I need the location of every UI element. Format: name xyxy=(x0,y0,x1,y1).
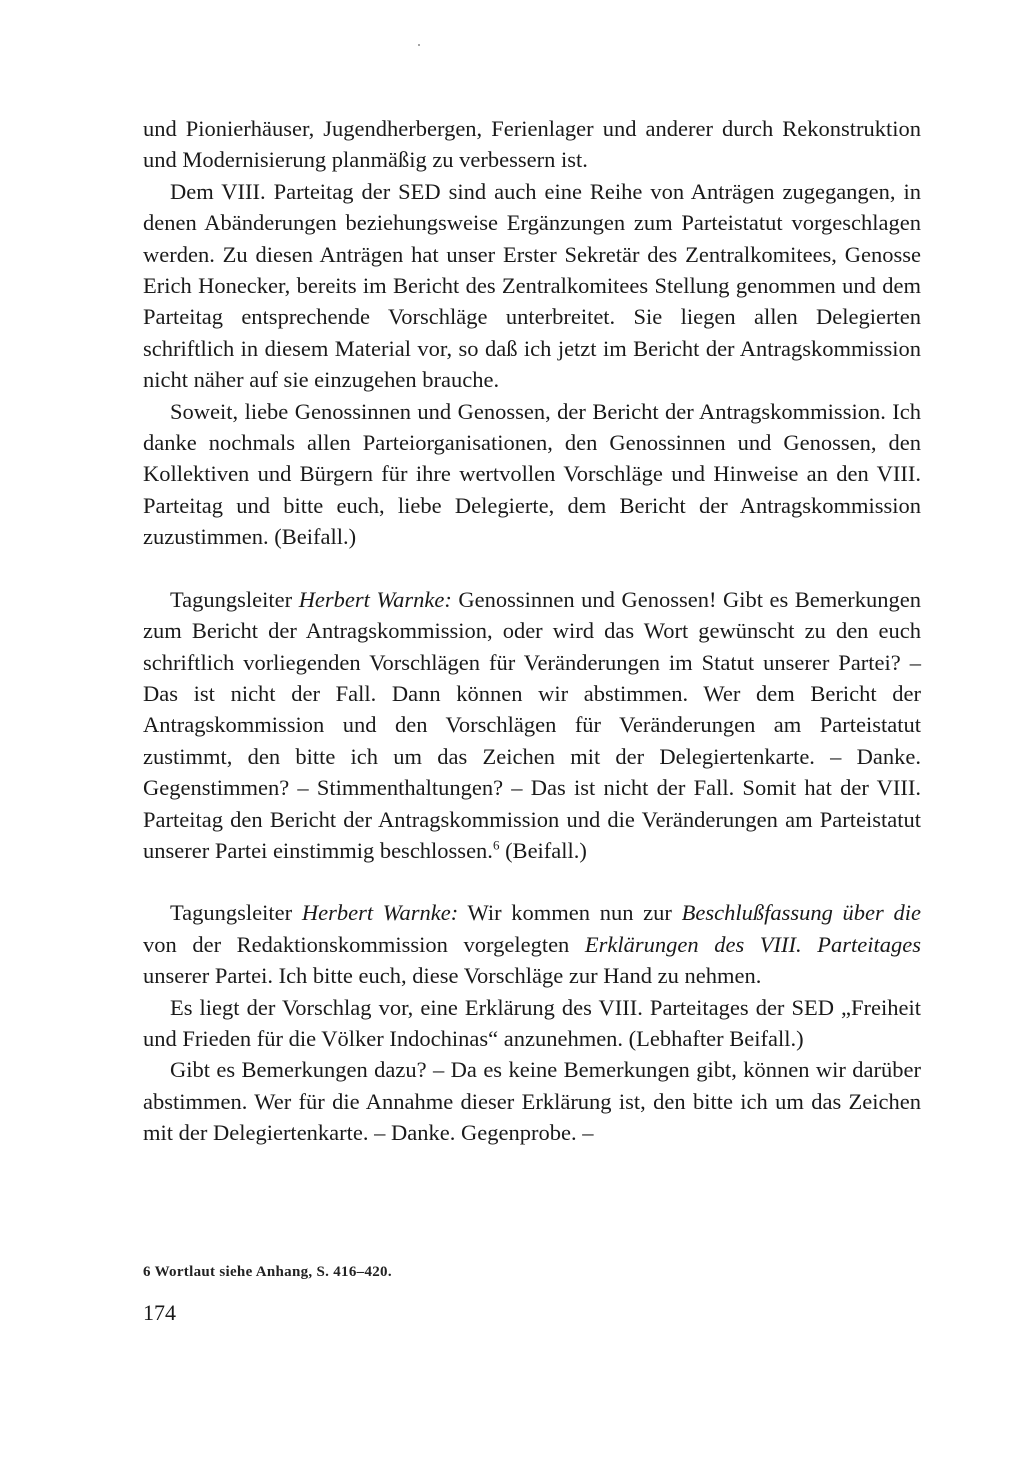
paragraph xyxy=(143,113,921,176)
scan-speck xyxy=(418,44,420,46)
emphasis-text: Erklärungen des VIII. Parteitages xyxy=(584,931,921,957)
page-number: 174 xyxy=(143,1300,176,1325)
body-text xyxy=(143,113,921,1149)
paragraph xyxy=(143,584,921,867)
paragraph-text: Tagungsleiter xyxy=(170,900,302,926)
paragraph-text: (Beifall.) xyxy=(499,837,587,863)
paragraph-text: Tagungsleiter xyxy=(170,586,299,612)
paragraph-text: Genossinnen und Genossen! Gibt es Bemerkungen zum Bericht der Antragskommission, oder wird das Wort gewünscht zu den euch schriftlich vorliegenden Vorschlägen für Veränderungen im Statut unserer Partei? – Das ist nicht der Fall. Dann können wir abstimmen. Wer dem Bericht der Antragskommission und den Vorschlägen für Veränderungen am Parteistatut zustimmt, den bitte ich um das Zeichen mit der Delegiertenkarte. – Danke. Gegenstimmen? – Stimmenthaltungen? – Das ist nicht der Fall. Somit hat der VIII. Parteitag den Bericht der Antragskommission und die Veränderungen am Parteistatut unserer Partei einstimmig beschlossen. xyxy=(143,586,921,863)
paragraph-text: Dem VIII. Parteitag der SED sind auch eine Reihe von Anträgen zugegangen, in denen Abänderungen beziehungsweise Ergänzungen zum Parteistatut vorgeschlagen werden. Zu diesen Anträgen hat unser Erster Sekretär des Zentralkomitees, Genosse Erich Honecker, bereits im Bericht des Zentralkomitees Stellung genommen und dem Parteitag entsprechende Vorschläge unterbreitet. Sie liegen allen Delegierten schriftlich in diesem Material vor, so daß ich jetzt im Bericht der Antragskommission nicht näher auf sie einzugehen brauche. xyxy=(143,178,921,393)
emphasis-text: Herbert Warnke: xyxy=(298,586,452,612)
paragraph-text: und Pionierhäuser, Jugendherbergen, Ferienlager und anderer durch Rekonstruktion und Modernisierung planmäßig zu verbessern ist. xyxy=(143,116,921,173)
paragraph-text: Soweit, liebe Genossinnen und Genossen, der Bericht der Antragskommission. Ich danke nochmals allen Parteiorganisationen, den Genossinnen und Genossen, den Kollektiven und Bürgern für ihre wertvollen Vorschläge und Hinweise an den VIII. Parteitag und bitte euch, liebe Delegierte, dem Bericht der Antragskommission zuzustimmen. (Beifall.) xyxy=(143,398,921,550)
paragraph-text: Gibt es Bemerkungen dazu? – Da es keine Bemerkungen gibt, können wir darüber abstimmen. Wer für die Annahme dieser Erklärung ist, den bitte ich um das Zeichen mit der Delegiertenkarte. – Danke. Gegenprobe. – xyxy=(143,1057,921,1146)
paragraph-text: Es liegt der Vorschlag vor, eine Erklärung des VIII. Parteitages der SED „Freiheit und Frieden für die Völker Indochinas“ anzunehmen. (Lebhafter Beifall.) xyxy=(143,994,921,1051)
paragraph-text: unserer Partei. Ich bitte euch, diese Vorschläge zur Hand zu nehmen. xyxy=(143,963,762,989)
emphasis-text: Beschlußfassung über die xyxy=(681,900,921,926)
footnote: 6 Wortlaut siehe Anhang, S. 416–420. xyxy=(143,1264,392,1280)
footnote-reference: 6 xyxy=(492,837,500,853)
paragraph xyxy=(143,897,921,991)
paragraph xyxy=(143,176,921,396)
paragraph-text: Wir kommen nun zur xyxy=(458,900,682,926)
paragraph xyxy=(143,992,921,1055)
paragraph-text: von der Redaktionskommission vorgelegten xyxy=(143,931,585,957)
paragraph xyxy=(143,1054,921,1148)
paragraph xyxy=(143,396,921,553)
emphasis-text: Herbert Warnke: xyxy=(301,900,459,926)
